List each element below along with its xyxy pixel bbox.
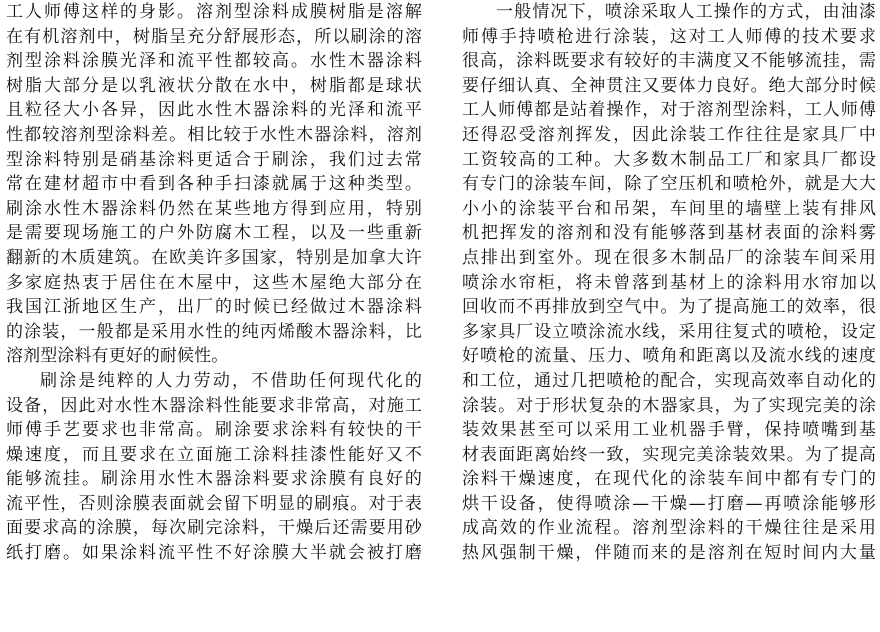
text-line: 师傅手艺要求也非常高。刷涂要求涂料有较快的干: [6, 420, 422, 441]
text-line: 装效果甚至可以采用工业机器手臂，保持喷嘴到基: [462, 420, 876, 441]
text-line: 机把挥发的溶剂和没有能够落到基材表面的涂料雾: [462, 223, 876, 244]
text-line: 燥速度，而且要求在立面施工涂料挂漆性能好又不: [6, 444, 422, 465]
text-line: 工资较高的工种。大多数木制品工厂和家具厂都设: [462, 149, 876, 170]
text-line: 和工位，通过几把喷枪的配合，实现高效率自动化的: [462, 370, 876, 391]
text-line: 烘干设备，使得喷涂—干燥—打磨—再喷涂能够形: [462, 493, 876, 514]
text-line: 流平性，否则涂膜表面就会留下明显的刷痕。对于表: [6, 493, 422, 514]
text-line: 刷涂水性木器涂料仍然在某些地方得到应用，特别: [6, 198, 422, 219]
left-text-column: [6, 0, 422, 566]
text-line: 涂料干燥速度，在现代化的涂装车间中都有专门的: [462, 469, 876, 490]
text-line: 还得忍受溶剂挥发，因此涂装工作往往是家具厂中: [462, 124, 876, 145]
text-line: 喷涂水帘柜，将未曾落到基材上的涂料用水帘加以: [462, 272, 876, 293]
text-line: 纸打磨。如果涂料流平性不好涂膜大半就会被打磨: [6, 543, 422, 564]
text-line: 我国江浙地区生产，出厂的时候已经做过木器涂料: [6, 297, 422, 318]
right-text-column: [462, 0, 876, 566]
text-line: 工人师傅都是站着操作，对于溶剂型涂料，工人师傅: [462, 100, 876, 121]
text-line: 要仔细认真、全神贯注又要体力良好。绝大部分时候: [462, 75, 876, 96]
text-line: 工人师傅这样的身影。溶剂型涂料成膜树脂是溶解: [6, 2, 422, 22]
text-line: 师傅手持喷枪进行涂装，这对工人师傅的技术要求: [462, 26, 876, 47]
text-line: 多家具厂设立喷涂流水线，采用往复式的喷枪，设定: [462, 321, 876, 342]
text-line: 剂型涂料涂膜光泽和流平性都较高。水性木器涂料: [6, 51, 422, 72]
text-line: 溶剂型涂料有更好的耐候性。: [6, 346, 229, 367]
text-line: 成高效的作业流程。溶剂型涂料的干燥往往是采用: [462, 518, 876, 539]
text-line: 热风强制干燥，伴随而来的是溶剂在短时间内大量: [462, 543, 876, 564]
text-line: 性都较溶剂型涂料差。相比较于水性木器涂料，溶剂: [6, 124, 422, 145]
text-line: 在有机溶剂中，树脂呈充分舒展形态，所以刷涂的溶: [6, 26, 422, 47]
text-line: 翻新的木质建筑。在欧美许多国家，特别是加拿大许: [6, 247, 422, 268]
text-line: 有专门的涂装车间，除了空压机和喷枪外，就是大大: [462, 174, 876, 195]
text-line: 能够流挂。刷涂用水性木器涂料要求涂膜有良好的: [6, 469, 422, 490]
text-line: 好喷枪的流量、压力、喷角和距离以及流水线的速度: [462, 346, 876, 367]
text-line: 的涂装，一般都是采用水性的纯丙烯酸木器涂料，比: [6, 321, 422, 342]
text-line: 多家庭热衷于居住在木屋中，这些木屋绝大部分在: [6, 272, 422, 293]
text-line: 小小的涂装平台和吊架，车间里的墙壁上装有排风: [462, 198, 876, 219]
text-line: 设备，因此对水性木器涂料性能要求非常高，对施工: [6, 395, 422, 416]
text-line: 面要求高的涂膜，每次刷完涂料，干燥后还需要用砂: [6, 518, 422, 539]
text-line: 刷涂是纯粹的人力劳动，不借助任何现代化的: [40, 370, 422, 391]
text-line: 树脂大部分是以乳液状分散在水中，树脂都是球状: [6, 75, 422, 96]
text-line: 且粒径大小各异，因此水性木器涂料的光泽和流平: [6, 100, 422, 121]
text-line: 很高，涂料既要求有较好的丰满度又不能够流挂，需: [462, 51, 876, 72]
text-line: 是需要现场施工的户外防腐木工程，以及一些重新: [6, 223, 422, 244]
text-line: 点排出到室外。现在很多木制品厂的涂装车间采用: [462, 247, 876, 268]
text-line: 一般情况下，喷涂采取人工操作的方式，由油漆: [496, 2, 876, 22]
text-line: 型涂料特别是硝基涂料更适合于刷涂，我们过去常: [6, 149, 422, 170]
text-line: 涂装。对于形状复杂的木器家具，为了实现完美的涂: [462, 395, 876, 416]
text-line: 常在建材超市中看到各种手扫漆就属于这种类型。: [6, 174, 422, 195]
text-line: 材表面距离始终一致，实现完美涂装效果。为了提高: [462, 444, 876, 465]
text-line: 回收而不再排放到空气中。为了提高施工的效率，很: [462, 297, 876, 318]
